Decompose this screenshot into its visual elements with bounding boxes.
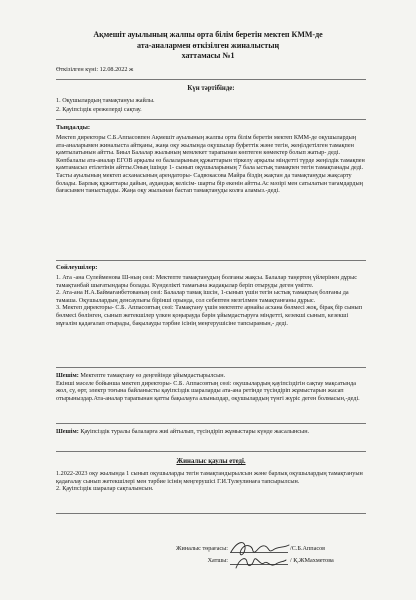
- signature-name-chair: /С.Б.Аппасов: [290, 545, 326, 552]
- decision-2: [56, 428, 366, 436]
- speakers-heading: Сөйлеушілер:: [56, 264, 98, 271]
- document-title: Ақмешіт ауылының жалпы орта білім беретін мектеп КММ-де ата-аналармен өткізілген жиналыстың хаттамасы №1: [93, 30, 323, 60]
- handwritten-signature-secretary: [232, 550, 288, 576]
- decision-1: [56, 372, 366, 402]
- listened-heading: Тыңдалды:: [56, 124, 91, 131]
- signature-role-secretary: Хатшы:: [207, 557, 228, 564]
- agenda-heading: Күн тәртібінде:: [187, 85, 235, 92]
- decision-text: Қауіпсіздік туралы балаларға жиі айтылып, түсіндіріп жұмыстары күнде жасалынсын.: [78, 428, 310, 435]
- signature-role-chair: Жиналыс төрағасы:: [175, 545, 228, 552]
- resolution-heading: Жиналыс қаулы етеді.: [176, 458, 246, 465]
- separator: [56, 119, 366, 120]
- separator: [56, 260, 366, 261]
- decision-text: Мектепте тамақтану өз деңгейінде ұйымдастырылсын. Екінші мәселе бойынша мектеп директоры- С.Б. Аппасовтың сөзі: оқушылардың қауіпсіздігін сақтау мақсатында жол, су, өрт, электр тоғына байланысты қауіпсіздік шараларды ата-ана ретінде түсіндіріп жұмыстарын жасап отырыныздар.Ата-аналар тарапынан қатты бақылауға алыныздар, оқушылардың түнгі жүріс деген болмасын,-деді.: [56, 372, 360, 402]
- meeting-date: Өткізілген күні: 12.08.2022 ж: [56, 66, 134, 73]
- speakers-text: 1. Ата -ана Сулейменова Ш-ның сөзі: Мектепте тамақтанудың болғаны жақсы. Балалар таңертең үйлерінен дұрыс тамақтанбай шығатындары болады. Күнделікті тамағына жадақылар беріп отыруды деген үмітте. 2. Ата-ана Н.А.Баймағанбетованың сөзі: Балалар тамақ ішсін, 1-сынып үшін тегін ыстық тамақтың болғаны да тамаша. Оқушылардың денсаулығы бірінші орында, сол себептен мезгілмен тамақтанғаны дұрыс. 3. Мектеп директоры- С.Б. Аппасовтың сөзі: Тамақтану үшін мектепте арнайы асхана бөлмесі жоқ, бірақ бір сынып бөлмесі бөлінген, сынып жетекшілер үлкен қоңырауда бәрін ұйымдастыруға міндетті, кезекші сынып, кезекші мұғалім қадағалап отырады, бақылауды тәрбие ісінің меңгерушісіне тапсырамын,- деді.: [56, 274, 363, 327]
- agenda-item-1: 1. Оқушылардың тамақтануы жайлы.: [56, 97, 155, 104]
- agenda-item-2: 2. Қауіпсіздік ережелерді сақтау.: [56, 106, 142, 113]
- separator: [56, 367, 366, 368]
- separator: [56, 423, 366, 424]
- listened-text: Мектеп директоры С.Б.Аппасовпен Ақмешіт ауылының жалпы орта білім беретін мектеп КММ-де оқушылардың ата-аналарымен жиналыста айтқаны, жаңа оқу жылында оқушылар буфеттік және тегін, жеңілдетілген тамақпен қамтылатынын айтты. Биыл Балалар жылының мемлекет тарапынан көптеген көмектер болып жатыр- деді. Көпбалалы ата-аналар ЕГОВ арқылы өз балаларының құжаттарын тіркелу арқылы міндетті түрде жеңілдік тамақпен қамтамасыз етілетінін айтты.Оның ішінде 1- сынып оқушыларының 7 бала ыстық тамақпен тегін тамақтанады деді. Тасты ауылының мектеп асханасының арендаторы- Садвокасова Майра біздің жақтан да тамақтануды жақсарту болады. Барлық құжаттары дайын, аудандық келісім- шарты бір екенін айтты.Ас мәзірі мен сатылатын тағамдардың бағасымен таныстырды. Жаңа оқу жылынан бастап тамақтануды колға аламыз.-деді.: [56, 134, 365, 195]
- separator: [56, 79, 366, 80]
- separator: [56, 513, 366, 514]
- resolution-text: 1.2022-2023 оқу жылында 1 сынып оқушыларды тегін тамақтандырылсын және барлық оқушылардың тамақтануын қадағалау сынып жетекшілері мен тәрбие ісінің меңгерушісі Г.И.Тулеулинаға тапсырылсын. 2. Қауіпсіздік шаралар сақталынсын.: [56, 470, 363, 493]
- separator: [56, 451, 366, 452]
- decision-label: Шешім:: [56, 372, 79, 379]
- signature-name-secretary: / Қ.ЖМахметова: [290, 557, 334, 564]
- decision-label: Шешім:: [56, 428, 79, 435]
